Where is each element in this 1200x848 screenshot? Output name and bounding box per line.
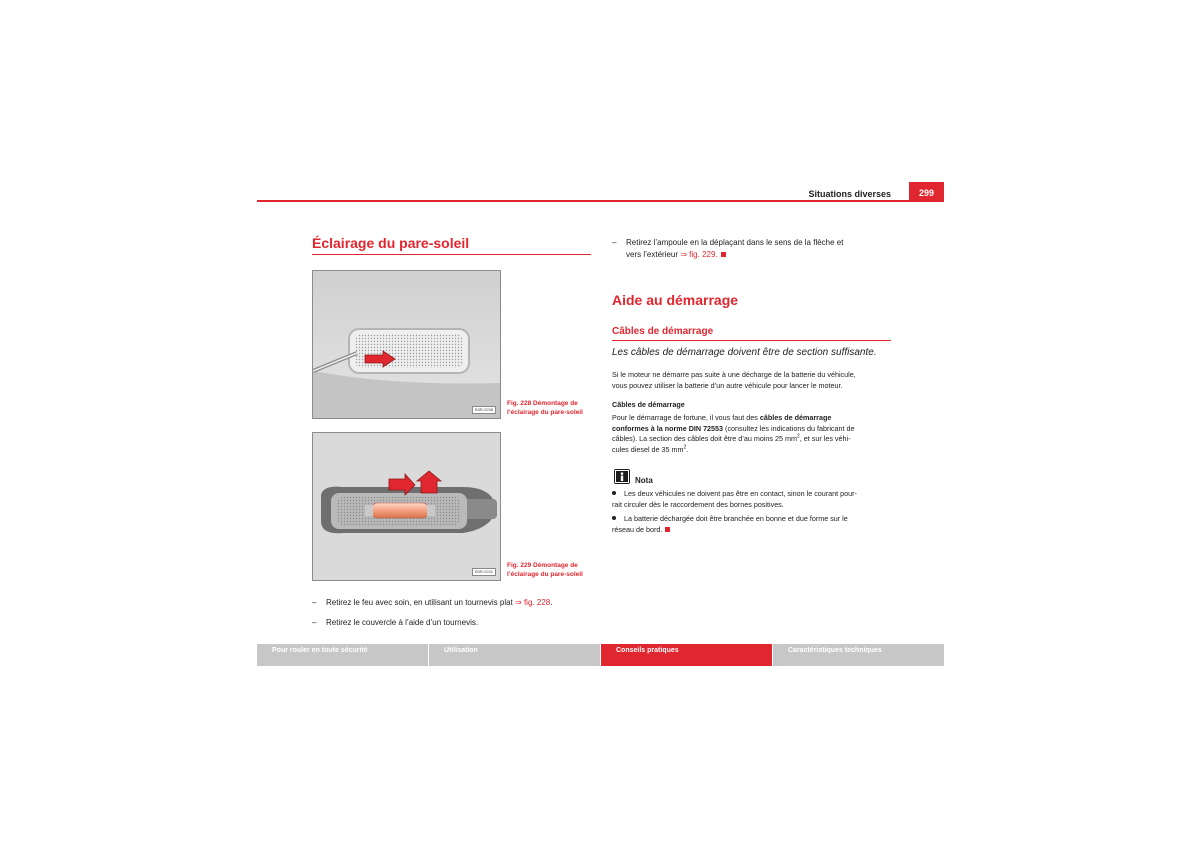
text-run: , et sur les véhi-: [799, 434, 851, 443]
bullet-icon: [612, 491, 616, 495]
step-text: Retirez le feu avec soin, en utilisant un tournevis plat: [326, 598, 513, 607]
text-run: .: [686, 444, 689, 454]
bold-text: câbles de démarrage: [759, 413, 832, 422]
figure-228-caption: [507, 400, 592, 417]
note-line: [612, 525, 892, 536]
note-item: [612, 489, 892, 510]
section-heading: Aide au démarrage: [612, 292, 739, 308]
note-line: rait circuler dès le raccordement des bornes positives.: [612, 499, 784, 509]
intro-text: Les câbles de démarrage doivent être de section suffisante.: [612, 347, 877, 358]
note-line: [612, 514, 892, 525]
figure-228-image: [312, 270, 501, 419]
note-text: Les deux véhicules ne doivent pas être en contact, sinon le courant pour-: [624, 489, 857, 498]
section-heading: Éclairage du pare-soleil: [312, 235, 470, 251]
info-icon: [614, 469, 630, 484]
text-run: (consultez les indications du fabricant de: [723, 423, 855, 433]
bullet-icon: [612, 516, 616, 520]
tab-utilisation[interactable]: Utilisation: [429, 644, 600, 666]
caption-line: Fig. 229 Démontage de: [507, 562, 578, 569]
bold-text: conformes à la norme DIN 72553: [612, 423, 724, 433]
section-title: Situations diverses: [808, 189, 891, 199]
text-run: câbles). La section des câbles doit être d’au moins 25 mm: [612, 434, 797, 443]
note-text: réseau de bord.: [612, 524, 663, 534]
note-line: [612, 489, 892, 500]
note-text: La batterie déchargée doit être branchée en bonne et due forme sur le: [624, 514, 848, 523]
caption-line: l’éclairage du pare-soleil: [507, 570, 583, 578]
figure-link[interactable]: ⇒ fig. 228: [515, 598, 551, 607]
info-glyph: [614, 469, 630, 484]
instruction-step: [312, 617, 597, 629]
step-text: Retirez l’ampoule en la déplaçant dans le sens de la flèche et: [626, 238, 844, 247]
paragraph-line: Si le moteur ne démarre pas suite à une décharge de la batterie du véhicule,: [612, 370, 856, 379]
tab-conseils-pratiques[interactable]: Conseils pratiques: [601, 644, 772, 666]
subsection-heading: Câbles de démarrage: [612, 326, 714, 337]
sun-visor-light-illustration: [313, 271, 500, 418]
figure-code: B3R-0238: [472, 406, 496, 414]
tab-pour-rouler[interactable]: Pour rouler en toute sécurité: [257, 644, 428, 666]
figure-link[interactable]: ⇒ fig. 229.: [680, 250, 718, 259]
header-rule: [257, 200, 944, 202]
superscript: 2: [683, 444, 687, 451]
figure-code: B3R-0231: [472, 568, 496, 576]
paragraph-heading: Câbles de démarrage: [612, 400, 685, 409]
section-end-mark: [721, 252, 726, 257]
tab-caracteristiques-techniques[interactable]: Caractéristiques techniques: [773, 644, 944, 666]
note-item: [612, 514, 892, 535]
step-continuation: [612, 249, 892, 261]
instruction-step: [312, 597, 597, 609]
step-dash: –: [612, 238, 617, 247]
heading-rule: [312, 254, 591, 255]
section-end-mark: [665, 527, 670, 532]
heading-rule: [612, 340, 891, 341]
paragraph-line: [612, 445, 894, 456]
superscript: 2: [796, 433, 800, 440]
paragraph-line: [612, 434, 894, 445]
paragraph-line: vous pouvez utiliser la batterie d’un autre véhicule pour lancer le moteur.: [612, 380, 843, 390]
caption-line: Fig. 228 Démontage de: [507, 400, 578, 407]
text-run: cules diesel de 35 mm: [612, 444, 684, 454]
step-text: Retirez le couvercle à l’aide d’un tournevis.: [326, 618, 479, 627]
body-paragraph: [612, 413, 894, 455]
bulb-removal-illustration: [313, 433, 500, 580]
step-tail: .: [550, 598, 553, 607]
step-dash: –: [312, 618, 317, 627]
step-dash: –: [312, 598, 317, 607]
figure-229-caption: [507, 562, 592, 579]
step-text: vers l’extérieur: [626, 250, 679, 259]
note-title: Nota: [635, 476, 653, 485]
paragraph-line: [612, 424, 894, 435]
body-paragraph: [612, 370, 894, 391]
caption-line: l’éclairage du pare-soleil: [507, 408, 583, 416]
figure-229-image: [312, 432, 501, 581]
instruction-step: [612, 237, 892, 261]
page-number: 299: [909, 182, 944, 201]
paragraph-line: [612, 413, 894, 424]
text-run: Pour le démarrage de fortune, il vous faut des: [612, 413, 760, 422]
